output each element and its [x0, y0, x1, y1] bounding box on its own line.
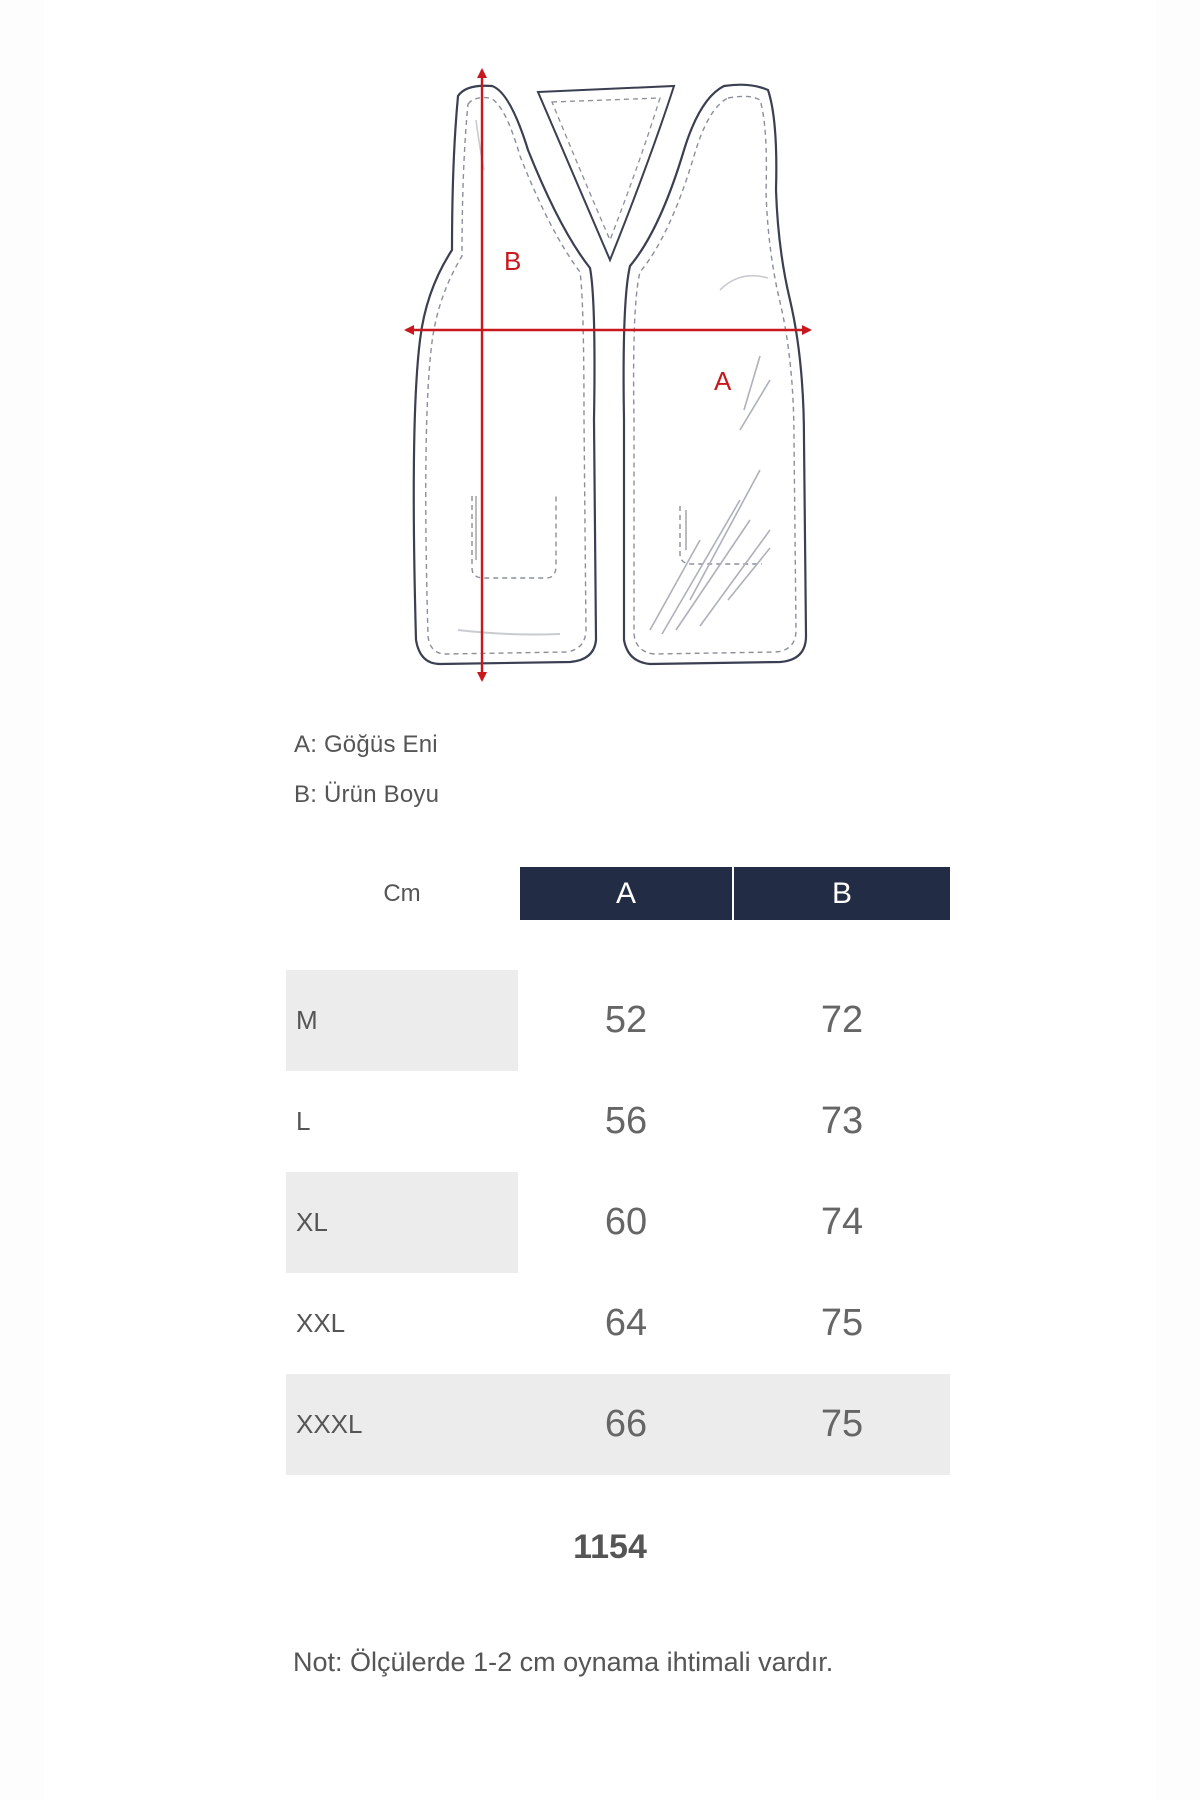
value-b: 74 — [820, 1201, 864, 1243]
value-a: 66 — [604, 1403, 648, 1445]
size-label: XXL — [296, 1308, 346, 1338]
vest-measurement-diagram — [0, 0, 1200, 700]
table-row-l — [286, 1071, 950, 1172]
measure-b-label: B — [504, 246, 522, 276]
product-code: 1154 — [573, 1528, 647, 1566]
size-label: M — [286, 970, 518, 1071]
table-row-xl — [286, 1172, 950, 1273]
unit-header: Cm — [383, 879, 421, 907]
column-header-b: B — [734, 867, 950, 920]
table-row-xxl — [286, 1273, 950, 1374]
value-b: 73 — [820, 1100, 864, 1142]
value-a: 56 — [604, 1100, 648, 1142]
table-row-xxxl — [286, 1374, 950, 1475]
size-table — [286, 867, 950, 1482]
value-b: 75 — [820, 1302, 864, 1344]
value-a: 60 — [604, 1201, 648, 1243]
value-a: 52 — [604, 999, 648, 1041]
value-b: 72 — [820, 999, 864, 1041]
measurement-note: Not: Ölçülerde 1-2 cm oynama ihtimali vardır. — [293, 1647, 834, 1677]
legend-b: B: Ürün Boyu — [294, 781, 440, 808]
value-b: 75 — [820, 1403, 864, 1445]
table-row-m — [286, 970, 950, 1071]
measure-a-label: A — [714, 366, 732, 396]
size-label: XXXL — [296, 1409, 363, 1439]
value-a: 64 — [604, 1302, 648, 1344]
size-label: L — [296, 1106, 311, 1136]
legend-a: A: Göğüs Eni — [294, 731, 438, 758]
vest-left-panel — [414, 86, 596, 664]
column-header-a: A — [520, 867, 732, 920]
size-label: XL — [286, 1172, 518, 1273]
